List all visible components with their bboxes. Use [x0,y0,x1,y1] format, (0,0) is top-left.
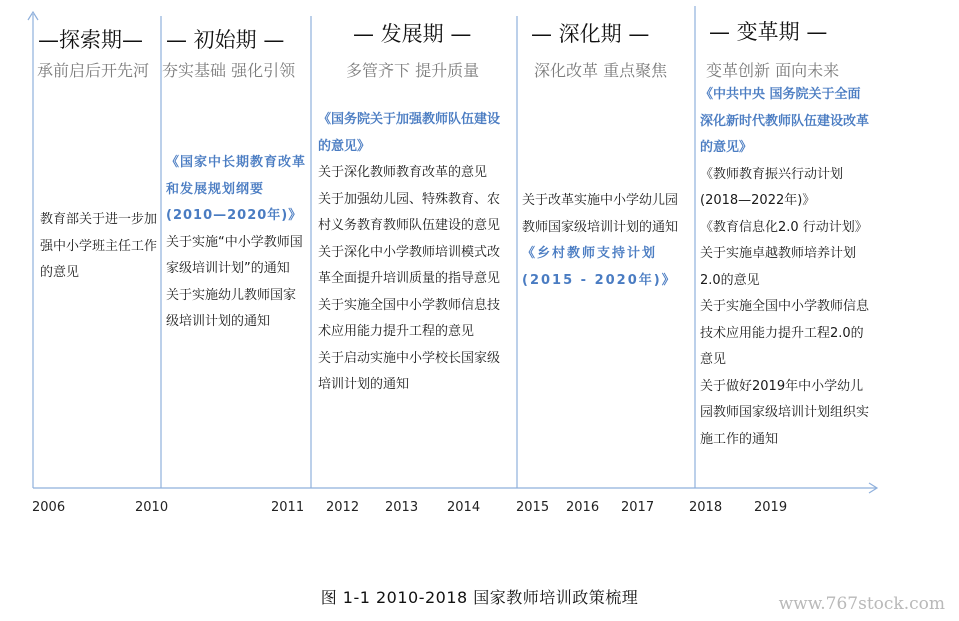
year-label: 2018 [689,500,723,515]
policy-item-highlight: 《乡村教师支持计划(2015 - 2020年)》 [522,246,677,288]
phase-subtitle-2: 夯实基础 强化引领 [162,61,296,80]
policy-item: 关于做好2019年中小学幼儿园教师国家级培训计划组织实施工作的通知 [700,378,870,447]
year-label: 2013 [385,500,419,515]
phase-title-1: —探索期— [38,28,143,52]
policy-item: 关于改革实施中小学幼儿园教师国家级培训计划的通知 [522,193,679,235]
policy-item-highlight: 《国务院关于加强教师队伍建设的意见》 [318,112,501,154]
policy-item: 关于实施全国中小学教师信息技术应用能力提升工程2.0的意见 [700,299,870,367]
policy-item: 关于实施幼儿教师国家级培训计划的通知 [166,287,297,329]
policy-item: 关于加强幼儿园、特殊教育、农村义务教育教师队伍建设的意见 [318,191,501,233]
phase-title-4: — 深化期 — [531,22,650,46]
year-label: 2014 [447,500,481,515]
phase-title-2: — 初始期 — [166,28,285,52]
watermark: www.767stock.com [778,594,945,614]
year-label: 2011 [271,500,305,515]
phase-subtitle-4: 深化改革 重点聚焦 [534,61,668,80]
policy-item: 教育部关于进一步加强中小学班主任工作的意见 [40,212,158,280]
policy-item: 《教育信息化2.0 行动计划》 [700,219,868,235]
policy-item-highlight: 《国家中长期教育改革和发展规划纲要(2010—2020年)》 [166,155,307,223]
phase-subtitle-1: 承前启后开先河 [37,61,150,80]
year-label: 2006 [32,500,66,515]
policy-item: 关于深化教师教育改革的意见 [318,165,488,180]
policy-item-highlight: 《中共中央 国务院关于全面深化新时代教师队伍建设改革的意见》 [700,87,870,155]
phase-title-5: — 变革期 — [709,20,828,44]
phase-column-4 [522,188,690,294]
phase-title-3: — 发展期 — [353,22,472,46]
policy-item: 关于实施全国中小学教师信息技术应用能力提升工程的意见 [318,297,501,339]
phase-column-2 [166,150,308,336]
year-label: 2012 [326,500,360,515]
policy-item: 关于实施卓越教师培养计划2.0的意见 [700,246,857,288]
phase-subtitle-3: 多管齐下 提升质量 [346,61,480,80]
policy-item: 关于启动实施中小学校长国家级培训计划的通知 [318,350,501,392]
phase-column-3 [318,107,512,399]
year-label: 2010 [135,500,169,515]
phase-column-1 [40,207,158,287]
year-label: 2015 [516,500,550,515]
phase-column-5 [700,82,872,453]
policy-item: 《教师教育振兴行动计划(2018—2022年)》 [700,166,844,208]
figure-caption: 图 1-1 2010-2018 国家教师培训政策梳理 [320,588,639,607]
year-label: 2017 [621,500,655,515]
policy-item: 关于深化中小学教师培训模式改革全面提升培训质量的指导意见 [318,244,501,286]
policy-item: 关于实施“中小学教师国家级培训计划”的通知 [166,234,303,276]
year-label: 2019 [754,500,788,515]
year-label: 2016 [566,500,600,515]
phase-subtitle-5: 变革创新 面向未来 [706,61,840,80]
